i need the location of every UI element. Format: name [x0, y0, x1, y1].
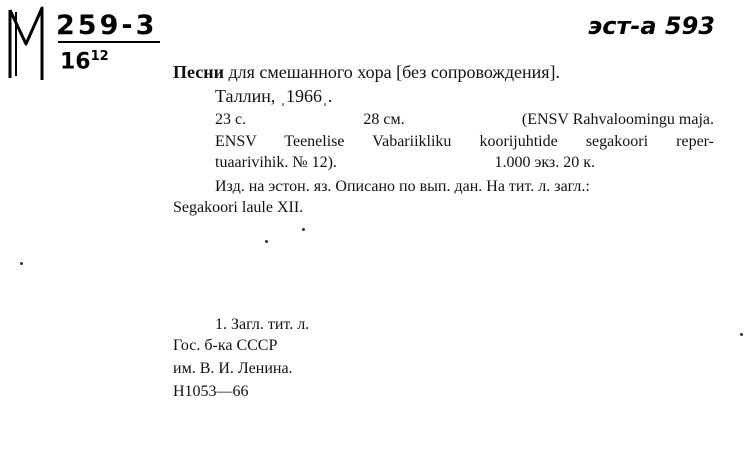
record-note-1: Изд. на эстон. яз. Описано по вып. дан. На тит. л. загл.:	[215, 178, 590, 195]
record-series-end	[215, 153, 595, 173]
tracing-line: 1. Загл. тит. л.	[215, 316, 310, 333]
title-bold: Песни	[173, 62, 224, 82]
speck	[20, 262, 23, 265]
handwritten-shelf-mark: 259-3	[56, 10, 158, 41]
record-title	[173, 62, 560, 82]
handwritten-est-mark: эст-а 593	[588, 12, 715, 40]
record-collation	[215, 110, 714, 130]
handwritten-letter-mark	[4, 4, 48, 82]
shelf-mark-underline	[58, 41, 160, 43]
speck	[302, 228, 305, 231]
sub-mark-main: 16	[60, 49, 91, 75]
imprint-year: 1966	[285, 86, 322, 106]
speck	[265, 240, 268, 243]
card-number: Н1053—66	[173, 383, 249, 400]
collation-pages: 23 с.	[215, 111, 247, 128]
imprint-bracket-open: ˌ	[279, 86, 286, 106]
series-line-1: (ENSV Rahvaloomingu maja.	[521, 111, 714, 128]
imprint-bracket-close: ˌ.	[321, 86, 333, 106]
library-line-1: Гос. б-ка СССР	[173, 337, 278, 354]
speck	[740, 333, 743, 336]
series-line-3: tuaarivihik. № 12).	[215, 154, 337, 171]
library-line-2: им. В. И. Ленина.	[173, 360, 293, 377]
handwritten-m-icon	[4, 4, 48, 82]
collation-size: 28 см.	[363, 111, 405, 128]
record-copies: 1.000 экз. 20 к.	[494, 154, 595, 171]
handwritten-sub-mark	[60, 50, 109, 73]
record-imprint	[215, 86, 332, 106]
record-note-2: Segakoori laule XII.	[173, 199, 304, 216]
imprint-place: Таллин,	[215, 86, 280, 106]
series-line-2: ENSV Teenelise Vabariikliku koorijuhtide segakoori reper-	[215, 133, 714, 150]
title-rest: для смешанного хора [без сопровождения].	[223, 62, 561, 82]
sub-mark-sup: 12	[90, 49, 109, 64]
